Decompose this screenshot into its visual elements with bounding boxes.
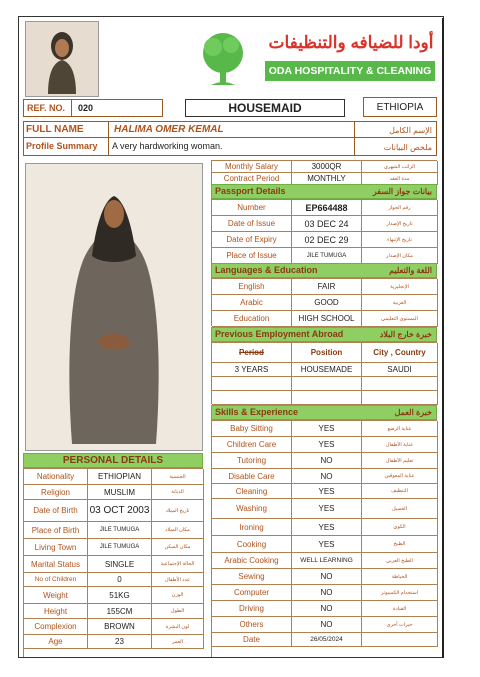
passport-value: 02 DEC 29 — [292, 232, 362, 248]
skill-arabic: تعليم الأطفال — [362, 453, 438, 469]
personal-label: Complexion — [24, 619, 88, 635]
employment-table — [211, 342, 437, 404]
skill-value: YES — [292, 519, 362, 536]
employment-cell — [362, 377, 438, 391]
personal-value: JILE TUMUGA — [88, 522, 152, 539]
passport-table — [211, 199, 437, 263]
skill-arabic: الكوي — [362, 519, 438, 536]
ref-box — [23, 99, 163, 117]
personal-label: Height — [24, 604, 88, 619]
personal-arabic: تاريخ الميلاد — [152, 500, 204, 522]
ref-label: REF. NO. — [24, 100, 72, 116]
skill-value: NO — [292, 585, 362, 601]
skill-arabic — [362, 633, 438, 647]
passport-value: 03 DEC 24 — [292, 216, 362, 232]
skills-title: Skills & Experience — [215, 407, 299, 417]
small-photo — [25, 21, 99, 97]
skill-label: Washing — [212, 499, 292, 519]
skill-arabic: الطبخ — [362, 536, 438, 553]
skills-title-arabic: خبرة العمل — [394, 408, 432, 417]
full-name-value: HALIMA OMER KEMAL — [114, 124, 224, 135]
employment-cell: 3 YEARS — [212, 363, 292, 377]
right-edge-bar — [442, 18, 444, 658]
brand-bar — [265, 61, 435, 81]
skill-label: Cleaning — [212, 484, 292, 499]
passport-arabic: رقم الجواز — [362, 200, 438, 216]
skills-table — [211, 420, 437, 658]
employment-cell — [292, 377, 362, 391]
skill-label: Date — [212, 633, 292, 647]
field-label: Contract Period — [212, 173, 292, 185]
position-box — [185, 99, 345, 117]
field-value: 3000QR — [292, 161, 362, 173]
personal-arabic: عدد الأطفال — [152, 573, 204, 587]
passport-label: Number — [212, 200, 292, 216]
language-label: Education — [212, 311, 292, 327]
skill-value: NO — [292, 469, 362, 484]
skill-value: YES — [292, 437, 362, 453]
divider — [108, 138, 109, 155]
personal-table — [23, 468, 203, 658]
languages-section-header — [211, 263, 437, 278]
arabic-company-name: أودا للضيافه والتنظيفات — [268, 33, 434, 52]
skill-value: NO — [292, 453, 362, 469]
passport-arabic: تاريخ الإنتهاء — [362, 232, 438, 248]
personal-value: 03 OCT 2003 — [88, 500, 152, 522]
personal-label: Marital Status — [24, 556, 88, 573]
employment-cell: SAUDI — [362, 363, 438, 377]
full-name-arabic: الإسم الكامل — [389, 126, 432, 135]
language-value: HIGH SCHOOL — [292, 311, 362, 327]
language-label: Arabic — [212, 295, 292, 311]
brand-name: ODA HOSPITALITY & CLEANING — [268, 65, 432, 77]
personal-label: Living Town — [24, 539, 88, 556]
personal-arabic: مكان السكن — [152, 539, 204, 556]
personal-arabic: لون البشرة — [152, 619, 204, 635]
employment-cell — [362, 391, 438, 405]
employment-header: Period — [212, 343, 292, 363]
skill-arabic: القيادة — [362, 601, 438, 617]
personal-value: 155CM — [88, 604, 152, 619]
languages-title-arabic: اللغة والتعليم — [389, 266, 432, 275]
skill-value: NO — [292, 569, 362, 585]
personal-arabic: الوزن — [152, 587, 204, 604]
personal-arabic: الديانة — [152, 485, 204, 500]
skill-arabic: الطبخ العربي — [362, 553, 438, 569]
passport-label: Date of Expiry — [212, 232, 292, 248]
skill-label: Children Care — [212, 437, 292, 453]
personal-label: Weight — [24, 587, 88, 604]
personal-label: Religion — [24, 485, 88, 500]
personal-arabic: العمر — [152, 635, 204, 649]
personal-arabic: الحالة الإجتماعية — [152, 556, 204, 573]
employment-title: Previous Employment Abroad — [215, 329, 344, 339]
employment-cell: HOUSEMADE — [292, 363, 362, 377]
personal-label: Place of Birth — [24, 522, 88, 539]
profile-summary-label: Profile Summary — [26, 141, 98, 151]
personal-value: JILE TUMUGA — [88, 539, 152, 556]
skill-value: WELL LEARNING — [292, 553, 362, 569]
skill-label: Driving — [212, 601, 292, 617]
skills-section-header — [211, 405, 437, 420]
personal-arabic: الجنسية — [152, 469, 204, 485]
skill-arabic: عناية الرضع — [362, 421, 438, 437]
skill-value: 26/05/2024 — [292, 633, 362, 647]
skill-arabic: خبرات أخرى — [362, 617, 438, 633]
divider — [108, 122, 109, 137]
passport-title-arabic: بيانات جواز السفر — [372, 187, 432, 196]
skill-value: NO — [292, 617, 362, 633]
skill-value: YES — [292, 499, 362, 519]
skill-value: YES — [292, 421, 362, 437]
skill-arabic: الغسيل — [362, 499, 438, 519]
skill-label: Arabic Cooking — [212, 553, 292, 569]
language-arabic: العربية — [362, 295, 438, 311]
passport-value: EP664488 — [292, 200, 362, 216]
personal-label: Date of Birth — [24, 500, 88, 522]
personal-title: PERSONAL DETAILS — [62, 455, 164, 466]
skill-label: Baby Sitting — [212, 421, 292, 437]
profile-summary-arabic: ملخص البيانات — [383, 143, 432, 152]
passport-label: Date of Issue — [212, 216, 292, 232]
personal-value: BROWN — [88, 619, 152, 635]
divider — [354, 122, 355, 137]
tree-logo — [199, 31, 247, 89]
personal-value: ETHIOPIAN — [88, 469, 152, 485]
passport-arabic: تاريخ الإصدار — [362, 216, 438, 232]
skill-label: Others — [212, 617, 292, 633]
language-arabic: الإنجليزية — [362, 279, 438, 295]
employment-cell — [292, 391, 362, 405]
personal-arabic: الطول — [152, 604, 204, 619]
skill-label: Computer — [212, 585, 292, 601]
field-label: Monthly Salary — [212, 161, 292, 173]
field-arabic: مدة العقد — [362, 173, 438, 185]
employment-header: City , Country — [362, 343, 438, 363]
skill-label: Disable Care — [212, 469, 292, 484]
language-arabic: المستوى التعليمي — [362, 311, 438, 327]
cv-sheet — [18, 16, 444, 658]
summary-row — [23, 138, 437, 156]
skill-label: Ironing — [212, 519, 292, 536]
language-label: English — [212, 279, 292, 295]
skill-label: Tutoring — [212, 453, 292, 469]
passport-arabic: مكان الإصدار — [362, 248, 438, 264]
personal-arabic: مكان الميلاد — [152, 522, 204, 539]
contract-table — [211, 160, 437, 184]
languages-title: Languages & Education — [215, 265, 318, 275]
skill-arabic: عناية المعوقين — [362, 469, 438, 484]
personal-label: No of Children — [24, 573, 88, 587]
personal-value: 23 — [88, 635, 152, 649]
employment-cell — [212, 377, 292, 391]
employment-header: Position — [292, 343, 362, 363]
skill-arabic: استخدام الكمبيوتر — [362, 585, 438, 601]
full-body-photo — [25, 163, 203, 451]
personal-value: SINGLE — [88, 556, 152, 573]
passport-section-header — [211, 184, 437, 199]
language-value: GOOD — [292, 295, 362, 311]
passport-label: Place of Issue — [212, 248, 292, 264]
personal-label: Age — [24, 635, 88, 649]
field-arabic: الراتب الشهري — [362, 161, 438, 173]
ref-value: 020 — [78, 103, 94, 113]
skill-arabic: الخياطة — [362, 569, 438, 585]
divider — [354, 138, 355, 155]
position-title: HOUSEMAID — [228, 101, 302, 115]
personal-value: 51KG — [88, 587, 152, 604]
languages-table — [211, 278, 437, 326]
full-name-label: FULL NAME — [26, 124, 84, 135]
employment-cell — [212, 391, 292, 405]
personal-section-header — [23, 453, 203, 468]
skill-label: Cooking — [212, 536, 292, 553]
employment-section-header — [211, 327, 437, 342]
country: ETHIOPIA — [376, 101, 424, 113]
skill-value: YES — [292, 484, 362, 499]
skill-value: NO — [292, 601, 362, 617]
passport-title: Passport Details — [215, 186, 286, 196]
skill-arabic: عناية الأطفال — [362, 437, 438, 453]
passport-value: JILE TUMUGA — [292, 248, 362, 264]
country-box — [363, 97, 437, 117]
language-value: FAIR — [292, 279, 362, 295]
field-value: MONTHLY — [292, 173, 362, 185]
name-row — [23, 121, 437, 138]
employment-title-arabic: خبرة خارج البلاد — [379, 330, 432, 339]
profile-summary-value: A very hardworking woman. — [112, 141, 223, 151]
personal-value: 0 — [88, 573, 152, 587]
personal-value: MUSLIM — [88, 485, 152, 500]
skill-value: YES — [292, 536, 362, 553]
skill-label: Sewing — [212, 569, 292, 585]
personal-label: Nationality — [24, 469, 88, 485]
skill-arabic: التنظيف — [362, 484, 438, 499]
